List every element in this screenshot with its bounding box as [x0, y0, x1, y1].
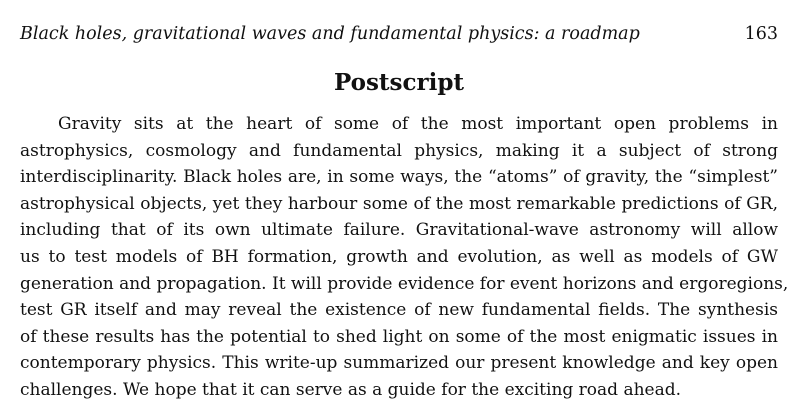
paragraph-line: contemporary physics. This write-up summarized our present knowledge and key open: [20, 353, 778, 374]
paragraph-line: Gravity sits at the heart of some of the most important open problems in: [58, 114, 778, 134]
paragraph-line: us to test models of BH formation, growth and evolution, as well as models of GW: [20, 246, 778, 267]
paragraph-line: challenges. We hope that it can serve as a guide for the exciting road ahead.: [20, 379, 682, 400]
paragraph-line: generation and propagation. It will provide evidence for event horizons and ergoregions,: [20, 273, 789, 294]
paragraph-line: astrophysical objects, yet they harbour some of the most remarkable predictions of GR,: [20, 193, 778, 214]
page-number: 163: [744, 24, 778, 44]
running-header: [20, 22, 778, 46]
paragraph-line: test GR itself and may reveal the existence of new fundamental fields. The synthesis: [20, 300, 778, 321]
paragraph-line: astrophysics, cosmology and fundamental physics, making it a subject of strong: [20, 140, 778, 161]
paragraph-line: interdisciplinarity. Black holes are, in some ways, the “atoms” of gravity, the “simplest”: [20, 167, 778, 188]
running-title: Black holes, gravitational waves and fundamental physics: a roadmap: [20, 24, 640, 44]
section-title: Postscript: [333, 69, 465, 96]
paragraph-line: including that of its own ultimate failure. Gravitational-wave astronomy will allow: [20, 220, 778, 241]
paragraph-line: of these results has the potential to shed light on some of the most enigmatic issues in: [20, 326, 778, 347]
paragraph: [20, 111, 789, 404]
